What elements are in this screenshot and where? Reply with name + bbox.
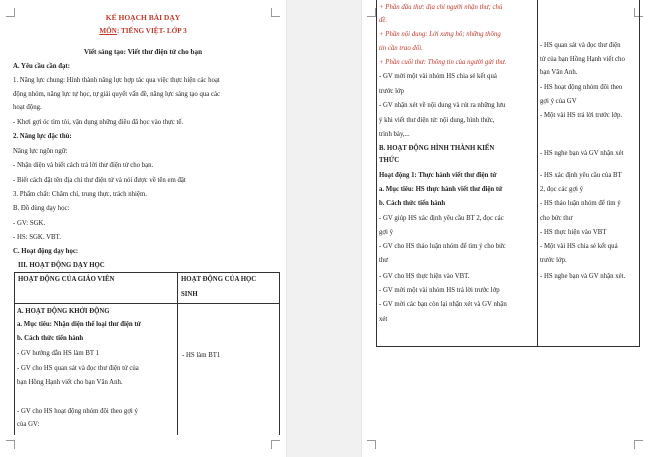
table-student-line: 2, đọc các gợi ý — [540, 186, 584, 193]
crop-mark — [634, 440, 643, 449]
table-student-line: - HS thảo luận nhóm để tìm ý — [540, 200, 621, 207]
table-student-line: cho bức thư — [540, 215, 573, 222]
table-teacher-line: - GV giúp HS xác định yêu cầu BT 2, đọc các — [379, 215, 504, 222]
crop-mark — [367, 8, 376, 17]
table-teacher-line: A. HOẠT ĐỘNG KHỞI ĐỘNG — [17, 308, 110, 315]
table-teacher-line: b. Cách thức tiến hành — [379, 200, 446, 207]
table-student-line: - HS hoạt động nhóm đôi theo — [540, 84, 623, 91]
table-teacher-line: bạn Hồng Hạnh viết cho bạn Vân Anh. — [17, 379, 123, 386]
table-teacher-line: a. Mục tiêu: Nhận diện thể loại thư điện tử — [17, 321, 141, 328]
objective-line: C. Hoạt động dạy học: — [13, 248, 79, 255]
table-header-teacher: HOẠT ĐỘNG CỦA GIÁO VIÊN — [18, 276, 115, 283]
objective-line: động nhóm, năng lực tự học, tự giải quyết vấn đề, năng lực sáng tạo qua các — [13, 91, 221, 98]
table-teacher-line: - GV cho HS thảo luận nhóm để tìm ý cho bức — [379, 243, 506, 250]
table-teacher-line: THỨC — [379, 157, 400, 164]
table-teacher-line: gợi ý — [379, 229, 393, 236]
table-student-line: - HS xác định yêu cầu của BT — [540, 172, 622, 179]
subject-label: MÔN — [99, 27, 117, 35]
table-student-line: tử của bạn Hồng Hạnh viết cho — [540, 56, 625, 63]
table-teacher-line: ý khi viết thư điện tử: nội dung, hình thức, — [379, 117, 495, 124]
table-student-line: - HS quan sát và đọc thư điện — [540, 42, 621, 49]
subject-text: : TIẾNG VIỆT- LỚP 3 — [116, 27, 187, 35]
document-page-left — [0, 0, 286, 457]
document-page-right — [362, 0, 650, 457]
table-teacher-line: - GV cho HS hoạt động nhóm đôi theo gợi ý — [17, 408, 138, 415]
table-student-line: - HS nghe bạn và GV nhận xét — [540, 150, 624, 157]
table-teacher-line: - GV cho HS quan sát và đọc thư điện tử của — [17, 365, 139, 372]
table-header-student-2: SINH — [181, 291, 198, 298]
subject-line — [0, 27, 286, 35]
table-teacher-line: trước lớp — [379, 88, 405, 95]
objective-line: 2. Năng lực đặc thù: — [13, 133, 72, 140]
table-student-line: gợi ý của GV — [540, 98, 577, 105]
objective-line: A. Yêu cầu cần đạt: — [13, 63, 70, 70]
table-student-line: - HS nghe bạn và GV nhận xét. — [540, 273, 626, 280]
crop-mark — [367, 440, 376, 449]
crop-mark — [271, 440, 280, 449]
table-student-line: - HS thực hiện vào VBT — [540, 229, 607, 236]
table-student-line: bạn Vân Anh. — [540, 69, 578, 76]
table-teacher-line: + Phần nội dung: Lời xưng hô; những thông — [379, 31, 501, 38]
objective-line: B. Đồ dùng dạy học: — [13, 205, 70, 212]
table-teacher-line: đề. — [379, 17, 388, 24]
objective-line: Năng lực ngôn ngữ: — [13, 148, 68, 155]
table-teacher-line: - GV hướng dẫn HS làm BT 1 — [17, 350, 99, 357]
objective-line: hoạt động. — [13, 104, 42, 111]
table-teacher-line: + Phần đầu thư: địa chỉ người nhận thư; chủ — [379, 4, 503, 11]
table-teacher-line: xét — [379, 316, 388, 323]
table-teacher-line: + Phần cuối thư: Thông tin của người gửi thư. — [379, 59, 507, 66]
table-teacher-line: của GV: — [17, 421, 40, 428]
table-teacher-line: - GV mời một vài nhóm HS trả lời trước lớp — [379, 287, 500, 294]
table-teacher-line: - GV nhận xét về nội dung và rút ra những lưu — [379, 102, 506, 109]
doc-title: KẾ HOẠCH BÀI DẠY — [105, 13, 181, 22]
table-student-line: - Một vài HS trả lời trước lớp. — [540, 112, 623, 119]
objective-line: 3. Phẩm chất: Chăm chỉ, trung thực, trách nhiệm. — [13, 191, 147, 198]
table-teacher-line: Hoạt động 1: Thực hành viết thư điện tử — [379, 172, 497, 179]
table-teacher-line: - GV mời các bạn còn lại nhận xét và GV nhận — [379, 301, 507, 308]
table-teacher-line: - GV mời một vài nhóm HS chia sẻ kết quả — [379, 73, 497, 80]
crop-mark — [6, 440, 15, 449]
lesson-title: Viết sáng tạo: Viết thư điện tử cho bạn — [83, 48, 203, 56]
table-teacher-line: b. Cách thức tiến hành — [17, 335, 84, 342]
table-teacher-line: a. Mục tiêu: HS thực hành viết thư điện tử — [379, 186, 503, 193]
table-teacher-line: thư — [379, 257, 388, 264]
table-teacher-line: - GV cho HS thực hiện vào VBT. — [379, 273, 470, 280]
table-teacher-line: trình bày,... — [379, 131, 410, 138]
table-student-line: trước lớp. — [540, 257, 567, 264]
table-student-line: - Một vài HS chia sẻ kết quả — [540, 243, 618, 250]
objective-line: - HS: SGK. VBT. — [13, 234, 61, 241]
table-header-student: HOẠT ĐỘNG CỦA HỌC — [181, 276, 257, 283]
objective-line: - Khơi gợi óc tìm tòi, vận dụng những điều đã học vào thực tế. — [13, 119, 184, 126]
objective-line: - Biết cách đặt tên địa chỉ thư điện tử và nói được về tên em đặt — [13, 177, 186, 184]
table-student-cell: - HS làm BT1 — [182, 352, 221, 359]
objective-line: III. HOẠT ĐỘNG DẠY HỌC — [18, 262, 105, 269]
objective-line: 1. Năng lực chung: Hình thành năng lực hợp tác qua việc thực hiện các hoạt — [13, 77, 220, 84]
objective-line: - GV: SGK. — [13, 220, 46, 227]
objective-line: - Nhận diện và biết cách trả lời thư điện tử cho bạn. — [13, 162, 154, 169]
table-teacher-line: B. HOẠT ĐỘNG HÌNH THÀNH KIẾN — [379, 145, 495, 152]
table-teacher-line: tin cần trao đổi. — [379, 45, 423, 52]
